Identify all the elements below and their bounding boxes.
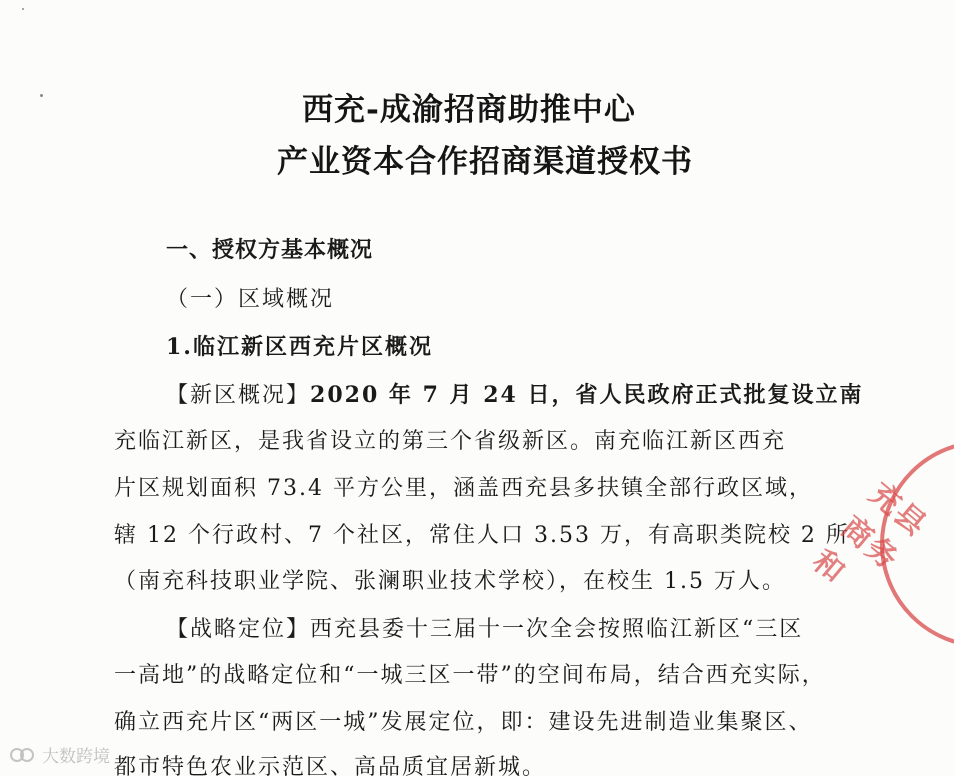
paragraph2-line3: 确立西充片区“两区一城”发展定位，即：建设先进制造业集聚区、 <box>114 710 813 735</box>
paragraph2-tag: 【战略定位】 <box>166 617 311 642</box>
paragraph1-line1-text: 2020 年 7 月 24 日，省人民政府正式批复设立南 <box>310 382 864 408</box>
scan-speck <box>22 8 24 10</box>
section-heading-2: （一）区域概况 <box>166 287 335 312</box>
watermark-text: 大数跨境 <box>42 747 110 767</box>
paragraph2-line4: 都市特色农业示范区、高品质宜居新城。 <box>114 755 547 776</box>
section-heading-1: 一、授权方基本概况 <box>166 237 374 263</box>
paragraph1-tag: 【新区概况】 <box>166 383 311 408</box>
paragraph1-line3: 片区规划面积 73.4 平方公里，涵盖西充县多扶镇全部行政区域， <box>114 476 813 501</box>
paragraph1-line1 <box>166 378 926 409</box>
watermark <box>10 742 110 767</box>
official-seal-text: 充县商务和 <box>805 476 934 591</box>
document-title-line2: 产业资本合作招商渠道授权书 <box>277 144 693 180</box>
section-heading-3: 1.临江新区西充片区概况 <box>166 334 433 360</box>
paragraph2-line1-text: 西充县委十三届十一次全会按照临江新区“三区 <box>310 617 804 642</box>
watermark-logo-icon <box>10 745 36 765</box>
paragraph2-line2: 一高地”的战略定位和“一城三区一带”的空间布局，结合西充实际， <box>114 663 826 688</box>
paragraph1-line4: 辖 12 个行政村、7 个社区，常住人口 3.53 万，有高职类院校 2 所 <box>114 523 850 548</box>
paragraph1-line2: 充临江新区，是我省设立的第三个省级新区。南充临江新区西充 <box>114 429 787 454</box>
document-title-line1: 西充-成渝招商助推中心 <box>302 92 636 128</box>
paragraph2-line1 <box>166 612 926 643</box>
paragraph1-line5: （南充科技职业学院、张澜职业技术学校），在校生 1.5 万人。 <box>114 569 786 594</box>
